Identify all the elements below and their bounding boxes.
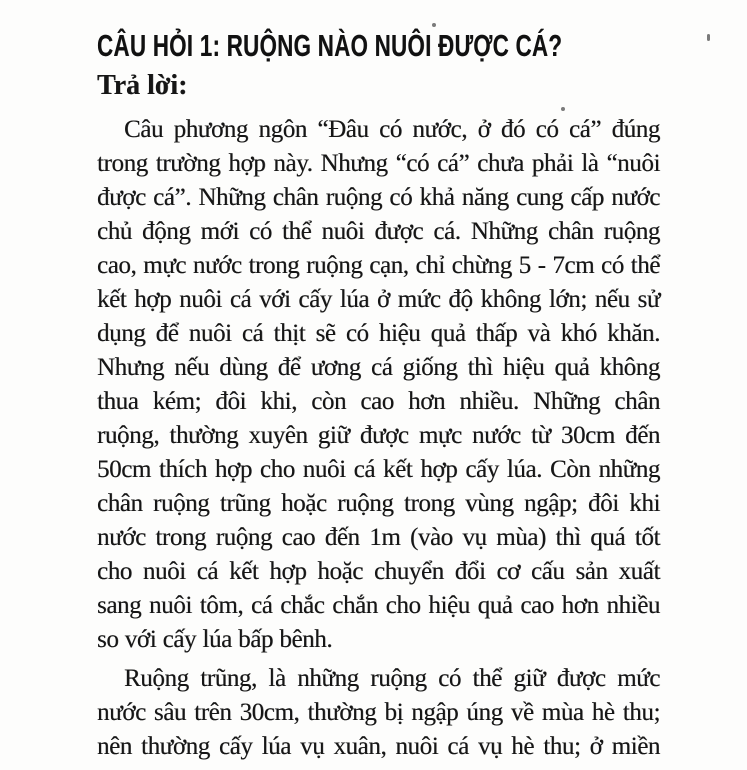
text-line: 50cm thích hợp cho nuôi cá kết hợp cấy lúa. Còn những [97, 456, 660, 483]
text-line: dụng để nuôi cá thịt sẽ có hiệu quả thấp và khó khăn. [97, 320, 660, 347]
text-line: ruộng, thường xuyên giữ được mực nước từ 30cm đến [97, 422, 660, 449]
question-heading [97, 27, 660, 65]
text-line: nên thường cấy lúa vụ xuân, nuôi cá vụ hè thu; ở miền [97, 733, 660, 760]
answer-label: Trả lời: [97, 70, 188, 101]
page-title: CÂU HỎI 1: RUỘNG NÀO NUÔI ĐƯỢC CÁ? [97, 28, 563, 63]
text-line: chân ruộng trũng hoặc ruộng trong vùng ngập; đôi khi [97, 490, 660, 517]
text-line: cho nuôi cá kết hợp hoặc chuyển đổi cơ cấu sản xuất [97, 558, 660, 585]
text-line: trong trường hợp này. Nhưng “có cá” chưa phải là “nuôi [97, 150, 660, 177]
text-line: thua kém; đôi khi, còn cao hơn nhiều. Những chân [97, 388, 660, 415]
page-content [97, 27, 660, 764]
scan-speck [707, 34, 710, 41]
text-line: cao, mực nước trong ruộng cạn, chỉ chừng 5 - 7cm có thể [97, 252, 660, 279]
text-line: Câu phương ngôn “Đâu có nước, ở đó có cá” đúng [124, 116, 660, 143]
text-line: sang nuôi tôm, cá chắc chắn cho hiệu quả cao hơn nhiều [97, 592, 660, 619]
paragraph-1 [97, 113, 660, 657]
text-line: nước sâu trên 30cm, thường bị ngập úng về mùa hè thu; [97, 699, 660, 726]
text-line: so với cấy lúa bấp bênh. [97, 626, 333, 653]
text-line: kết hợp nuôi cá với cấy lúa ở mức độ không lớn; nếu sử [97, 286, 660, 313]
text-line: Nhưng nếu dùng để ương cá giống thì hiệu quả không [97, 354, 660, 381]
text-line: nước trong ruộng cao đến 1m (vào vụ mùa) thì quá tốt [97, 524, 660, 551]
text-line: được cá”. Những chân ruộng có khả năng cung cấp nước [97, 184, 660, 211]
text-line: Ruộng trũng, là những ruộng có thể giữ được mức [124, 665, 660, 692]
paragraph-2 [97, 662, 660, 764]
text-line: chủ động mới có thể nuôi được cá. Những chân ruộng [97, 218, 660, 245]
